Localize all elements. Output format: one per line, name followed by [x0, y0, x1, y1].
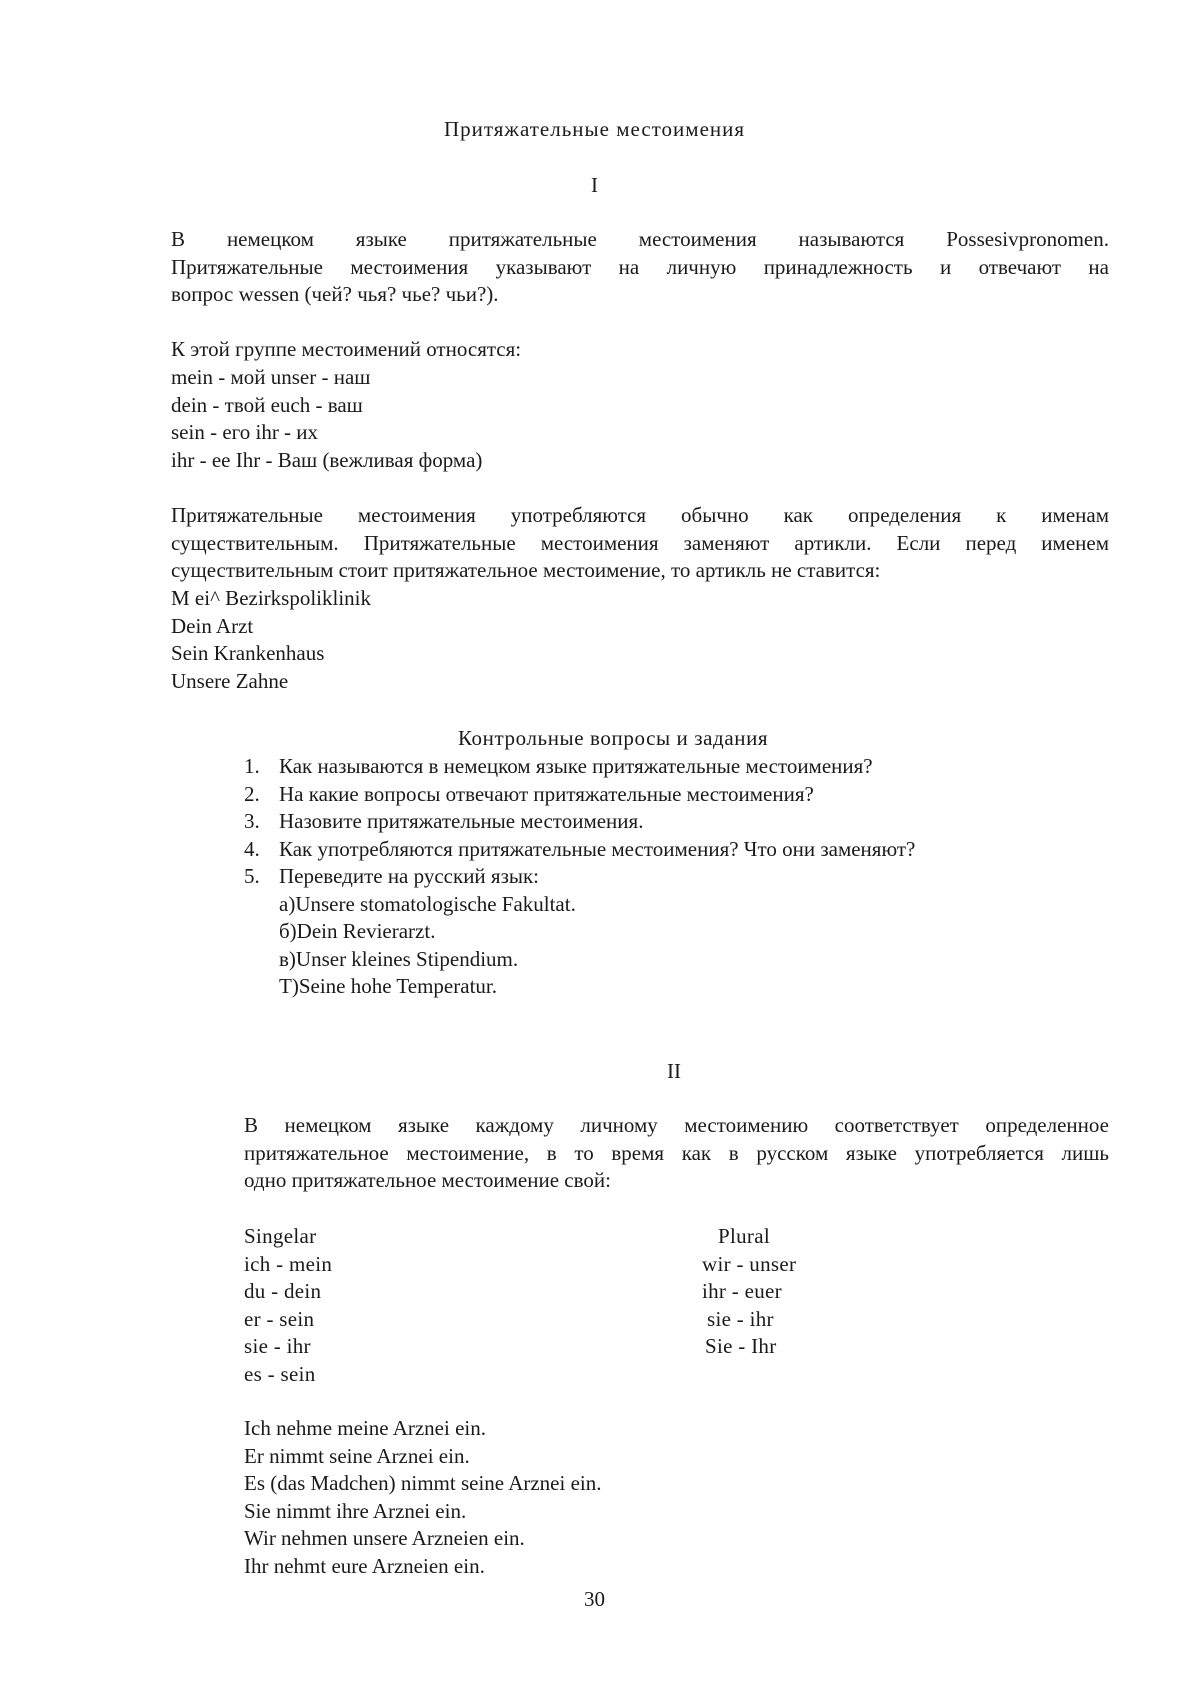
group-heading: К этой группе местоимений относятся: — [171, 337, 522, 361]
translate-item: а)Unsere stomatologische Fakultat. — [279, 891, 576, 916]
question-number: 4. — [244, 836, 260, 861]
question-text: На какие вопросы отвечают притяжательные местоимения? — [279, 781, 814, 806]
usage-line: существительным. Притяжательные местоимения заменяют артикли. Если перед именем — [171, 530, 1109, 555]
translate-item: б)Dein Revierarzt. — [279, 919, 436, 943]
translate-item: Т)Seine hohe Temperatur. — [279, 974, 497, 998]
singular-row: ich - mein — [244, 1251, 333, 1276]
question-item — [244, 836, 916, 864]
section-numeral-2: II — [667, 1059, 681, 1083]
question-number: 5. — [244, 864, 260, 888]
pronoun-list — [171, 364, 482, 474]
page-title: Притяжательные местоимения — [443, 117, 746, 141]
plural-row: sie - ihr — [707, 1306, 774, 1331]
singular-row: es - sein — [244, 1361, 316, 1386]
question-item — [244, 781, 814, 809]
sentence: Wir nehmen unsere Arzneien ein. — [244, 1526, 525, 1550]
question-number: 1. — [244, 754, 260, 778]
plural-row: ihr - euer — [702, 1279, 782, 1303]
question-item — [244, 753, 873, 781]
section2-intro — [244, 1112, 1109, 1195]
usage-line: существительным стоит притяжательное местоимение, то артикль не ставится: — [171, 558, 881, 582]
example-line: Dein Arzt — [171, 613, 254, 638]
intro-line: Притяжательные местоимения указывают на личную принадлежность и отвечают на — [171, 254, 1109, 279]
questions-list — [244, 753, 916, 1001]
intro-line: В немецком языке притяжательные местоимения называются Possesivpronomen. — [171, 227, 1109, 251]
pronoun-line: sein - его ihr - их — [171, 420, 319, 444]
sentence: Sie nimmt ihre Arznei ein. — [244, 1498, 467, 1523]
question-text: Как называются в немецком языке притяжательные местоимения? — [279, 754, 873, 778]
example-line: Unsere Zahne — [171, 668, 289, 693]
example-list — [171, 585, 371, 695]
question-text: Как употребляются притяжательные местоимения? Что они заменяют? — [279, 836, 916, 861]
page-number: 30 — [584, 1587, 605, 1611]
section1-intro — [171, 226, 1109, 309]
question-item — [244, 863, 576, 891]
singular-heading: Singelar — [244, 1224, 317, 1248]
intro-line: притяжательное местоимение, в то время как в русском языке употребляется лишь — [244, 1140, 1109, 1165]
sentence: Es (das Madchen) nimmt seine Arznei ein. — [244, 1471, 602, 1495]
translate-item: в)Unser kleines Stipendium. — [279, 946, 519, 971]
question-number: 3. — [244, 809, 260, 833]
singular-column — [244, 1223, 332, 1388]
intro-line: В немецком языке каждому личному местоимению соответствует определенное — [244, 1113, 1109, 1137]
pronoun-line: ihr - ee Ihr - Ваш (вежливая форма) — [171, 447, 483, 472]
usage-line: Притяжательные местоимения употребляются обычно как определения к именам — [171, 503, 1109, 527]
example-line: Sein Krankenhaus — [171, 641, 325, 665]
sentence: Er nimmt seine Arznei ein. — [244, 1443, 470, 1468]
question-text: Переведите на русский язык: — [279, 864, 540, 888]
question-item — [244, 808, 644, 836]
singular-row: du - dein — [244, 1279, 322, 1303]
section-numeral-1: I — [591, 173, 598, 197]
pronoun-line: dein - твой euch - ваш — [171, 392, 363, 417]
singular-row: sie - ihr — [244, 1334, 311, 1358]
question-number: 2. — [244, 781, 260, 806]
example-line: M ei^ Bezirkspoliklinik — [171, 586, 372, 610]
intro-line: одно притяжательное местоимение свой: — [244, 1168, 611, 1192]
plural-row: Sie - Ihr — [705, 1334, 777, 1358]
sentence: Ich nehme meine Arznei ein. — [244, 1416, 486, 1440]
plural-row: wir - unser — [702, 1251, 797, 1276]
intro-line: вопрос wessen (чей? чья? чье? чьи?). — [171, 282, 499, 306]
plural-heading: Plural — [718, 1224, 770, 1248]
singular-row: er - sein — [244, 1306, 315, 1331]
sentence: Ihr nehmt eure Arzneien ein. — [244, 1553, 485, 1578]
pronoun-line: mein - мой unser - наш — [171, 365, 371, 389]
usage-paragraph — [171, 502, 1109, 585]
questions-heading: Контрольные вопросы и задания — [458, 726, 769, 750]
plural-column — [702, 1223, 796, 1361]
example-sentences — [244, 1415, 601, 1580]
question-text: Назовите притяжательные местоимения. — [279, 809, 644, 833]
